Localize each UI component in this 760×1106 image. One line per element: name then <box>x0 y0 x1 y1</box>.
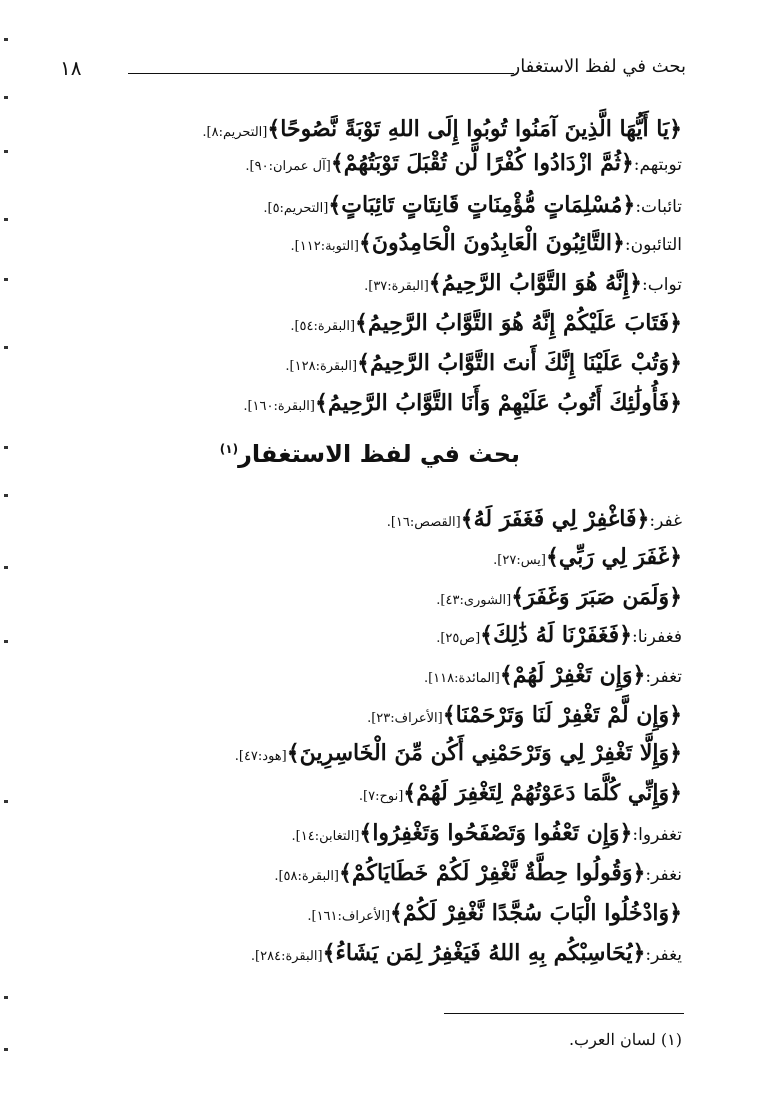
verse-reference: [البقرة:٣٧]. <box>364 279 429 294</box>
word-label: تغفروا: <box>632 825 682 845</box>
text-line <box>60 268 682 302</box>
quran-verse: ﴿فَغَفَرْنَا لَهُ ذَٰلِكَ﴾ <box>480 622 633 648</box>
verse-reference: [البقرة:٥٤]. <box>290 319 356 334</box>
quran-verse: ﴿وَقُولُوا حِطَّةٌ نَّغْفِرْ لَكُمْ خَطَايَاكُمْ﴾ <box>339 860 646 886</box>
quran-verse: ﴿التَّائِبُونَ الْعَابِدُونَ الْحَامِدُونَ﴾ <box>358 230 625 256</box>
verse-reference: [هود:٤٧]. <box>234 749 287 764</box>
verse-reference: [البقرة:٢٨٤]. <box>250 949 323 964</box>
quran-verse: ﴿غَفَرَ لِي رَبِّي﴾ <box>546 544 682 570</box>
quran-verse: ﴿وَإِن تَغْفِرْ لَهُمْ﴾ <box>499 662 646 688</box>
quran-verse: ﴿إِنَّهُ هُوَ التَّوَّابُ الرَّحِيمُ﴾ <box>428 270 643 296</box>
word-label: توبتهم: <box>633 155 682 175</box>
quran-verse: ﴿وَتُبْ عَلَيْنَا إِنَّكَ أَنتَ التَّوَّابُ الرَّحِيمُ﴾ <box>357 350 682 376</box>
quran-verse: ﴿فَتَابَ عَلَيْكُمْ إِنَّهُ هُوَ التَّوَّابُ الرَّحِيمُ﴾ <box>355 310 682 336</box>
header-rule <box>128 73 514 74</box>
verse-reference: [القصص:١٦]. <box>386 515 461 530</box>
verse-reference: [الأعراف:٢٣]. <box>367 711 443 726</box>
text-line <box>60 898 682 932</box>
text-line <box>60 504 682 538</box>
text-line <box>60 542 682 576</box>
quran-verse: ﴿مُسْلِمَاتٍ مُّؤْمِنَاتٍ قَانِتَاتٍ تَائِبَاتٍ﴾ <box>328 192 636 218</box>
text-line <box>60 818 682 852</box>
verse-reference: [البقرة:١٦٠]. <box>243 399 315 414</box>
margin-mark <box>4 96 8 99</box>
verse-reference: [التوبة:١١٢]. <box>290 239 359 254</box>
quran-verse: ﴿وَإِلَّا تَغْفِرْ لِي وَتَرْحَمْنِي أَكُن مِّنَ الْخَاسِرِينَ﴾ <box>286 740 682 766</box>
verse-reference: [التغابن:١٤]. <box>291 829 360 844</box>
word-label: تائبات: <box>635 197 682 217</box>
word-label: غفر: <box>649 511 682 531</box>
quran-verse: ﴿فَاغْفِرْ لِي فَغَفَرَ لَهُ﴾ <box>460 506 650 532</box>
page-header <box>60 56 686 86</box>
verse-reference: [البقرة:١٢٨]. <box>285 359 358 374</box>
page-number: ١٨ <box>60 56 82 80</box>
margin-mark <box>4 494 8 497</box>
verse-reference: [التحريم:٨]. <box>202 125 268 140</box>
margin-mark <box>4 446 8 449</box>
quran-verse: ﴿وَإِن لَّمْ تَغْفِرْ لَنَا وَتَرْحَمْنَا﴾ <box>442 702 682 728</box>
quran-verse: ﴿فَأُولَٰئِكَ أَتُوبُ عَلَيْهِمْ وَأَنَا التَّوَّابُ الرَّحِيمُ﴾ <box>315 390 682 416</box>
text-line <box>60 308 682 342</box>
verse-reference: [التحريم:٥]. <box>263 201 329 216</box>
margin-mark <box>4 278 8 281</box>
margin-mark <box>4 150 8 153</box>
text-line <box>60 738 682 772</box>
text-line <box>60 228 682 262</box>
word-label: تواب: <box>642 275 682 295</box>
quran-verse: ﴿يَا أَيُّهَا الَّذِينَ آمَنُوا تُوبُوا إِلَى اللهِ تَوْبَةً نَّصُوحًا﴾ <box>267 116 682 142</box>
margin-mark <box>4 800 8 803</box>
quran-verse: ﴿وَلَمَن صَبَرَ وَغَفَرَ﴾ <box>511 584 682 610</box>
verse-reference: [آل عمران:٩٠]. <box>245 159 331 174</box>
verse-reference: [ص٢٥]. <box>436 631 481 646</box>
word-label: تغفر: <box>645 667 682 687</box>
verse-reference: [المائدة:١١٨]. <box>423 671 500 686</box>
margin-mark <box>4 1048 8 1051</box>
quran-verse: ﴿يُحَاسِبْكُم بِهِ اللهُ فَيَغْفِرُ لِمَن يَشَاءُ﴾ <box>322 940 646 966</box>
footnote-marker: (١) <box>219 442 239 456</box>
text-line <box>60 114 682 148</box>
word-label: التائبون: <box>624 235 682 255</box>
text-line <box>60 190 682 224</box>
verse-reference: [يس:٢٧]. <box>493 553 546 568</box>
margin-mark <box>4 640 8 643</box>
margin-mark <box>4 996 8 999</box>
text-line <box>60 700 682 734</box>
text-line <box>60 660 682 694</box>
verse-reference: [الشورى:٤٣]. <box>436 593 512 608</box>
footnote: (١) لسان العرب. <box>568 1030 682 1049</box>
text-line <box>60 620 682 654</box>
quran-verse: ﴿ثُمَّ ازْدَادُوا كُفْرًا لَّن تُقْبَلَ تَوْبَتُهُمْ﴾ <box>330 150 634 176</box>
text-line <box>60 388 682 422</box>
text-line <box>60 858 682 892</box>
text-line <box>60 778 682 812</box>
word-label: فغفرنا: <box>632 627 682 647</box>
margin-mark <box>4 38 8 41</box>
text-line <box>60 148 682 182</box>
word-label: يغفر: <box>645 945 682 965</box>
margin-mark <box>4 218 8 221</box>
verse-reference: [الأعراف:١٦١]. <box>307 909 391 924</box>
text-line <box>60 348 682 382</box>
footnote-rule <box>444 1013 684 1014</box>
verse-reference: [نوح:٧]. <box>358 789 404 804</box>
running-title: بحث في لفظ الاستغفار <box>511 56 686 77</box>
verse-reference: [البقرة:٥٨]. <box>274 869 340 884</box>
quran-verse: ﴿وَإِنِّي كُلَّمَا دَعَوْتُهُمْ لِتَغْفِرَ لَهُمْ﴾ <box>403 780 682 806</box>
text-line <box>60 582 682 616</box>
text-line <box>60 938 682 972</box>
margin-mark <box>4 566 8 569</box>
margin-mark <box>4 346 8 349</box>
word-label: نغفر: <box>645 865 682 885</box>
section-heading: بحث في لفظ الاستغفار$^{(١)}$ <box>219 440 520 468</box>
quran-verse: ﴿وَإِن تَعْفُوا وَتَصْفَحُوا وَتَغْفِرُوا﴾ <box>359 820 633 846</box>
quran-verse: ﴿وَادْخُلُوا الْبَابَ سُجَّدًا نَّغْفِرْ لَكُمْ﴾ <box>390 900 682 926</box>
